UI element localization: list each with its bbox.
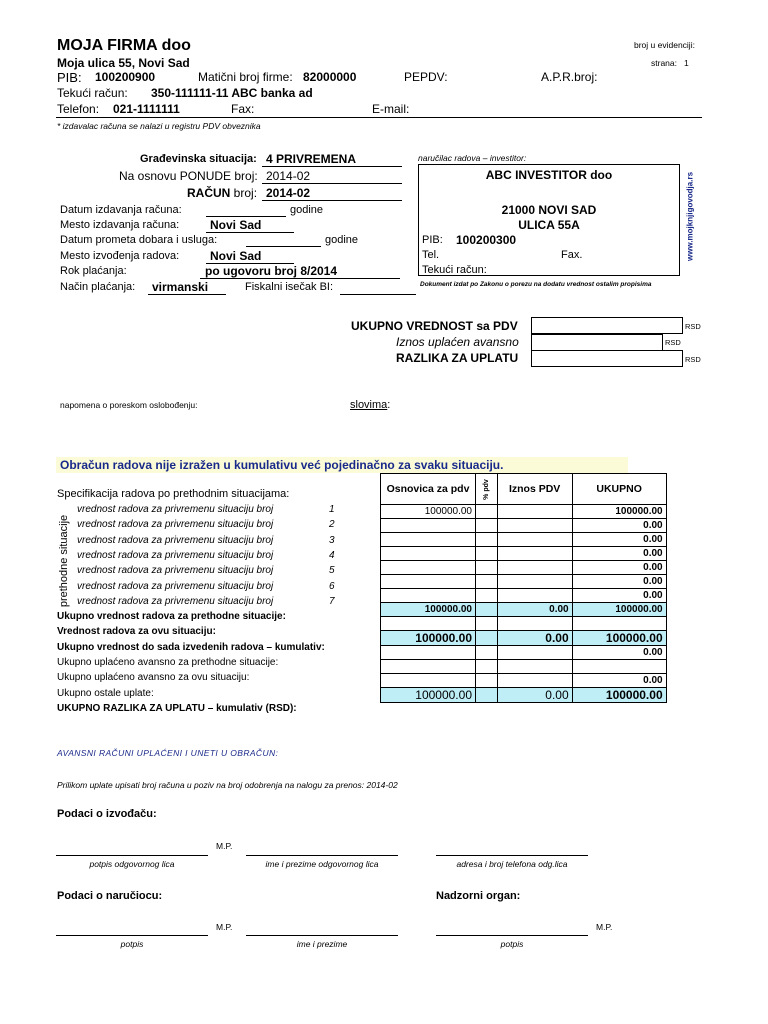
cell-total: 0.00 [572,561,666,575]
diff-field [531,350,683,367]
cell-base: 100000.00 [381,603,476,617]
cell-vat-rate [476,561,498,575]
investor-account-label: Tekući račun: [422,264,487,276]
cell-vat-rate [476,589,498,603]
cell-vat [497,646,572,660]
cell-total: 100000.00 [572,505,666,519]
cell-total: 0.00 [572,646,666,660]
works-table-body [381,474,667,703]
cell-vat-rate [476,505,498,519]
exemption-note: napomena o poreskom oslobođenju: [60,400,198,410]
contractor-title: Podaci o izvođaču: [57,808,157,820]
table-header [381,474,667,505]
cell-vat-rate [476,519,498,533]
law-note: Dokument izdat po Zakonu o porezu na dodatu vrednost ostalim propisima [420,281,652,288]
investor-caption: naručilac radova – investitor: [418,153,527,163]
cell-vat [497,660,572,674]
contractor-name-caption: ime i prezime odgovornog lica [265,859,379,869]
advance-label: Iznos uplaćen avansno [396,335,519,349]
supervisor-title: Nadzorni organ: [436,890,521,902]
fiscal-label: Fiskalni isečak BI: [245,281,334,293]
advance-invoices-title: AVANSNI RAČUNI UPLAĆENI I UNETI U OBRAČUN: [57,748,279,758]
cell-base: 100000.00 [381,688,476,703]
table-row [381,575,667,589]
payment-method-label: Način plaćanja: [60,281,136,293]
work-place-value: Novi Sad [210,249,262,263]
investor-name: ABC INVESTITOR doo [485,168,613,182]
table-row [381,547,667,561]
pib-value: 100200900 [95,70,156,84]
cell-vat [497,547,572,561]
table-row [381,505,667,519]
row-label: Ukupno vrednost do sada izvedenih radova – kumulativ: [57,641,325,653]
pib-label: PIB: [57,70,82,85]
cell-total: 100000.00 [572,631,666,646]
client-title: Podaci o naručiocu: [57,890,163,902]
table-row [381,589,667,603]
vat-register-note: * izdavalac računa se nalazi u registru PDV obveznika [57,121,261,131]
advance-currency: RSD [665,338,681,347]
invoice-label: RAČUN broj: [187,186,258,200]
offer-label: Na osnovu PONUDE broj: [119,169,258,183]
cell-vat-rate [476,660,498,674]
table-row [381,561,667,575]
cell-total: 100000.00 [572,603,666,617]
cell-vat: 0.00 [497,688,572,703]
cell-vat-rate [476,575,498,589]
phone-label: Telefon: [57,102,100,116]
cell-vat-rate [476,688,498,703]
total-field [531,317,683,334]
apr-label: A.P.R.broj: [541,70,598,84]
contractor-address-caption: adresa i broj telefona odg.lica [456,859,568,869]
cell-total: 100000.00 [572,688,666,703]
cell-vat: 0.00 [497,631,572,646]
table-row [381,533,667,547]
cell-total: 0.00 [572,589,666,603]
col-vat-rate-header: % pdv [476,474,498,505]
cell-vat-rate [476,646,498,660]
company-address: Moja ulica 55, Novi Sad [57,56,190,70]
row-number: 5 [329,565,335,577]
row-label: Ukupno uplaćeno avansno za ovu situaciju: [57,672,250,684]
row-label: UKUPNO RAZLIKA ZA UPLATU – kumulativ (RSD): [57,702,297,714]
investor-pib-value: 100200300 [456,233,517,247]
cell-vat [497,533,572,547]
cell-vat [497,505,572,519]
diff-label: RAZLIKA ZA UPLATU [396,351,519,365]
col-total-header: UKUPNO [572,474,666,505]
cell-base: 100000.00 [381,505,476,519]
cell-base [381,561,476,575]
client-stamp: M.P. [216,922,233,932]
cell-total: 0.00 [572,519,666,533]
investor-street: ULICA 55A [518,218,580,232]
fax-label: Fax: [231,102,255,116]
cell-base [381,575,476,589]
cell-total [572,617,666,631]
cell-vat [497,617,572,631]
table-row [381,674,667,688]
mb-value: 82000000 [303,70,357,84]
cell-vat: 0.00 [497,603,572,617]
row-label: vrednost radova za privremenu situaciju broj [77,580,274,592]
phone-value: 021-1111111 [113,102,180,116]
payment-reference-note: Prilikom uplate upisati broj računa u poziv na broj odobrenja na nalogu za prenos: 2014-02 [57,780,398,790]
row-number: 1 [329,504,335,515]
investor-city: 21000 NOVI SAD [501,203,597,217]
account-label: Tekući račun: [57,86,128,100]
cell-total: 0.00 [572,575,666,589]
works-table [380,473,667,703]
prev-situations-side-label: prethodne situacije [58,514,70,608]
supply-date-godine: godine [325,234,359,246]
spec-label: Specifikacija radova po prethodnim situacijama: [57,488,290,500]
cell-base [381,660,476,674]
cell-vat [497,674,572,688]
cell-base [381,533,476,547]
investor-tel-label: Tel. [422,249,440,261]
issue-place-label: Mesto izdavanja računa: [60,219,180,231]
cell-total: 0.00 [572,533,666,547]
cell-vat-rate [476,603,498,617]
supervisor-signature-caption: potpis [500,939,524,949]
invoice-number: 2014-02 [266,186,311,200]
client-signature-caption: potpis [120,939,144,949]
website-vertical: www.mojknjigovodja.rs [685,171,695,262]
situation-label: Građevinska situacija: [140,153,257,165]
table-row [381,688,667,703]
pepdv-label: PEPDV: [404,70,448,84]
evidence-label: broj u evidenciji: [634,40,695,50]
in-words-label: slovima: [350,399,391,411]
contractor-stamp: M.P. [216,841,233,851]
account-value: 350-111111-11 ABC banka ad [151,86,313,100]
cell-vat-rate [476,533,498,547]
work-place-label: Mesto izvođenja radova: [60,250,180,262]
cell-base [381,674,476,688]
cell-base [381,646,476,660]
row-label: vrednost radova za privremenu situaciju broj [77,549,274,561]
issue-place-value: Novi Sad [210,218,262,232]
row-label: Ukupno uplaćeno avansno za prethodne situacije: [57,657,279,668]
row-label: Ukupno ostale uplate: [57,687,154,699]
col-vat-header: Iznos PDV [497,474,572,505]
supply-date-label: Datum prometa dobara i usluga: [60,234,218,246]
issue-date-godine: godine [290,204,324,216]
cell-vat-rate [476,617,498,631]
table-row [381,603,667,617]
contractor-signature-caption: potpis odgovornog lica [89,859,175,869]
cell-base [381,617,476,631]
diff-currency: RSD [685,355,701,364]
table-row [381,660,667,674]
cell-base [381,589,476,603]
issue-date-label: Datum izdavanja računa: [60,204,182,216]
payment-method-value: virmanski [152,280,209,294]
page-label: strana: [651,58,677,68]
col-base-header: Osnovica za pdv [381,474,476,505]
header-divider [56,117,702,118]
offer-number: 2014-02 [266,169,311,183]
table-row [381,519,667,533]
total-currency: RSD [685,322,701,331]
cell-vat [497,561,572,575]
due-value: po ugovoru broj 8/2014 [205,264,338,278]
cell-base [381,519,476,533]
cell-total: 0.00 [572,674,666,688]
cell-total [572,660,666,674]
row-number: 3 [329,534,335,546]
mb-label: Matični broj firme: [198,70,293,84]
row-label: vrednost radova za privremenu situaciju broj [77,565,274,577]
investor-fax-label: Fax. [561,249,583,261]
cell-vat-rate [476,547,498,561]
row-number: 7 [329,595,335,607]
row-label: Vrednost radova za ovu situaciju: [57,626,216,638]
row-number: 6 [329,580,335,592]
advance-field [531,334,663,351]
cell-total: 0.00 [572,547,666,561]
cumulative-banner: Obračun radova nije izražen u kumulativu već pojedinačno za svaku situaciju. [56,457,628,473]
cell-vat-rate [476,631,498,646]
row-label: vrednost radova za privremenu situaciju broj [77,595,274,607]
table-row [381,646,667,660]
cell-vat [497,589,572,603]
total-label: UKUPNO VREDNOST sa PDV [351,319,518,333]
row-label: vrednost radova za privremenu situaciju broj [77,519,274,531]
cell-vat [497,519,572,533]
table-row [381,631,667,646]
page-number: 1 [684,58,689,68]
supervisor-stamp: M.P. [596,922,613,932]
cell-base: 100000.00 [381,631,476,646]
email-label: E-mail: [372,102,410,116]
situation-value: 4 PRIVREMENA [266,152,357,166]
row-label: Ukupno vrednost radova za prethodne situacije: [57,611,286,623]
table-row [381,617,667,631]
investor-pib-label: PIB: [422,234,443,246]
company-name: MOJA FIRMA doo [57,37,191,54]
row-label: vrednost radova za privremenu situaciju broj [77,534,274,546]
cell-vat [497,575,572,589]
row-number: 4 [329,549,335,561]
cell-base [381,547,476,561]
due-label: Rok plaćanja: [60,265,127,277]
row-number: 2 [329,519,335,531]
cell-vat-rate [476,674,498,688]
client-name-caption: ime i prezime [296,939,348,949]
row-label: vrednost radova za privremenu situaciju broj [77,504,274,515]
